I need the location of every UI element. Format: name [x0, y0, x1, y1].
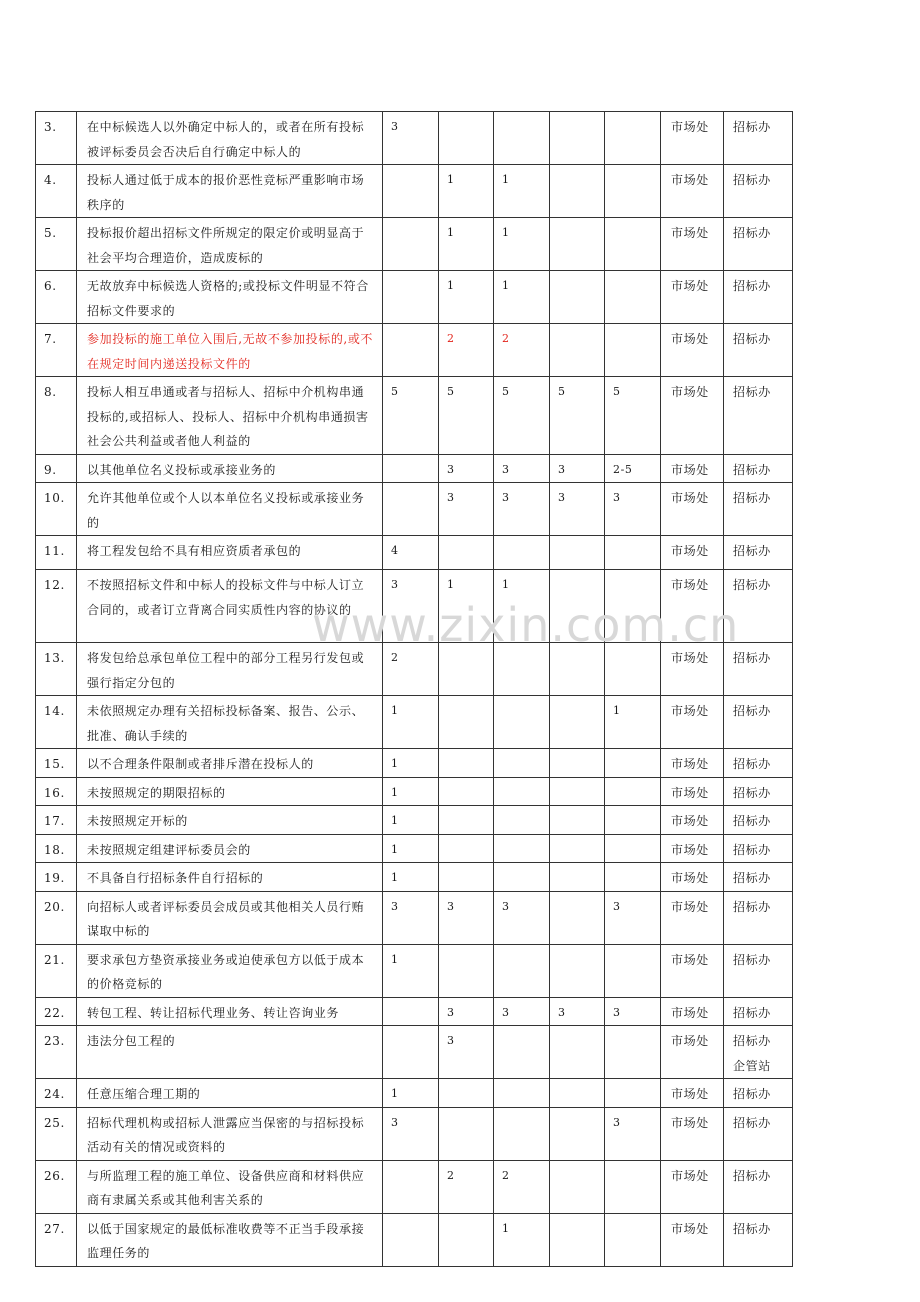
table-row [36, 483, 793, 536]
score-cell-4 [550, 777, 605, 806]
score-cell-3: 3 [494, 891, 550, 944]
violation-description: 任意压缩合理工期的 [77, 1079, 383, 1108]
score-cell-1: 3 [383, 112, 439, 165]
violation-description: 未按照规定的期限招标的 [77, 777, 383, 806]
department-secondary: 招标办 [724, 377, 793, 455]
score-cell-1 [383, 1026, 439, 1079]
row-number: 25. [36, 1107, 77, 1160]
department-secondary [724, 1026, 793, 1079]
violation-description: 以不合理条件限制或者排斥潜在投标人的 [77, 749, 383, 778]
score-cell-4 [550, 218, 605, 271]
score-cell-2: 3 [439, 997, 494, 1026]
department-primary: 市场处 [661, 483, 724, 536]
violation-description: 要求承包方垫资承接业务或迫使承包方以低于成本的价格竞标的 [77, 944, 383, 997]
row-number: 27. [36, 1213, 77, 1266]
score-cell-5 [605, 863, 661, 892]
department-secondary: 招标办 [724, 696, 793, 749]
score-cell-3: 1 [494, 271, 550, 324]
department-primary: 市场处 [661, 377, 724, 455]
score-cell-1 [383, 483, 439, 536]
score-cell-1 [383, 997, 439, 1026]
department-secondary-line-1: 招标办 [733, 1034, 771, 1048]
score-cell-3 [494, 1079, 550, 1108]
row-number: 11. [36, 536, 77, 570]
table-row [36, 834, 793, 863]
row-number: 7. [36, 324, 77, 377]
score-cell-3: 2 [494, 1160, 550, 1213]
row-number: 9. [36, 454, 77, 483]
table-row [36, 806, 793, 835]
department-primary: 市场处 [661, 863, 724, 892]
score-cell-2: 2 [439, 1160, 494, 1213]
department-secondary: 招标办 [724, 749, 793, 778]
row-number: 23. [36, 1026, 77, 1079]
score-cell-3 [494, 834, 550, 863]
table-row [36, 454, 793, 483]
score-cell-3: 1 [494, 218, 550, 271]
score-cell-2 [439, 1079, 494, 1108]
score-cell-2: 3 [439, 1026, 494, 1079]
violation-description: 无故放弃中标候选人资格的;或投标文件明显不符合招标文件要求的 [77, 271, 383, 324]
score-cell-2 [439, 944, 494, 997]
score-cell-2: 3 [439, 454, 494, 483]
score-cell-1: 2 [383, 643, 439, 696]
violation-description: 投标报价超出招标文件所规定的限定价或明显高于社会平均合理造价，造成废标的 [77, 218, 383, 271]
row-number: 3. [36, 112, 77, 165]
score-cell-4 [550, 944, 605, 997]
score-cell-2: 1 [439, 271, 494, 324]
row-number: 24. [36, 1079, 77, 1108]
score-cell-4 [550, 643, 605, 696]
score-cell-2: 3 [439, 891, 494, 944]
score-cell-1: 3 [383, 1107, 439, 1160]
table-row [36, 112, 793, 165]
score-cell-2 [439, 777, 494, 806]
score-cell-3 [494, 749, 550, 778]
department-primary: 市场处 [661, 536, 724, 570]
department-primary: 市场处 [661, 806, 724, 835]
department-secondary: 招标办 [724, 944, 793, 997]
score-cell-4 [550, 570, 605, 643]
table-row [36, 997, 793, 1026]
table-row [36, 696, 793, 749]
department-secondary: 招标办 [724, 324, 793, 377]
violation-description: 投标人通过低于成本的报价恶性竞标严重影响市场秩序的 [77, 165, 383, 218]
department-secondary: 招标办 [724, 863, 793, 892]
row-number: 22. [36, 997, 77, 1026]
score-cell-1: 1 [383, 1079, 439, 1108]
score-cell-5: 3 [605, 891, 661, 944]
table-row [36, 570, 793, 643]
violation-description: 在中标候选人以外确定中标人的，或者在所有投标被评标委员会否决后自行确定中标人的 [77, 112, 383, 165]
score-cell-1: 1 [383, 806, 439, 835]
row-number: 18. [36, 834, 77, 863]
violation-description: 参加投标的施工单位入围后,无故不参加投标的,或不在规定时间内递送投标文件的 [77, 324, 383, 377]
row-number: 10. [36, 483, 77, 536]
score-cell-5 [605, 324, 661, 377]
score-cell-5 [605, 536, 661, 570]
score-cell-5: 2-5 [605, 454, 661, 483]
violation-description: 将工程发包给不具有相应资质者承包的 [77, 536, 383, 570]
department-primary: 市场处 [661, 1160, 724, 1213]
table-row [36, 377, 793, 455]
score-cell-4 [550, 806, 605, 835]
score-cell-5 [605, 271, 661, 324]
score-cell-4 [550, 324, 605, 377]
department-secondary: 招标办 [724, 643, 793, 696]
department-primary: 市场处 [661, 1107, 724, 1160]
table-row [36, 324, 793, 377]
violation-description: 违法分包工程的 [77, 1026, 383, 1079]
department-secondary: 招标办 [724, 806, 793, 835]
score-cell-4 [550, 271, 605, 324]
score-cell-4 [550, 536, 605, 570]
violation-description: 与所监理工程的施工单位、设备供应商和材料供应商有隶属关系或其他利害关系的 [77, 1160, 383, 1213]
score-cell-1 [383, 1160, 439, 1213]
score-cell-2 [439, 112, 494, 165]
row-number: 19. [36, 863, 77, 892]
department-secondary: 招标办 [724, 454, 793, 483]
violation-description: 向招标人或者评标委员会成员或其他相关人员行贿谋取中标的 [77, 891, 383, 944]
department-primary: 市场处 [661, 997, 724, 1026]
score-cell-3: 5 [494, 377, 550, 455]
score-cell-5: 5 [605, 377, 661, 455]
department-secondary: 招标办 [724, 570, 793, 643]
department-secondary: 招标办 [724, 1079, 793, 1108]
score-cell-3 [494, 643, 550, 696]
score-cell-1: 1 [383, 834, 439, 863]
score-cell-2 [439, 696, 494, 749]
department-primary: 市场处 [661, 777, 724, 806]
violation-description: 不具备自行招标条件自行招标的 [77, 863, 383, 892]
violation-description: 未按照规定开标的 [77, 806, 383, 835]
table-row [36, 1107, 793, 1160]
department-primary: 市场处 [661, 696, 724, 749]
score-cell-5 [605, 112, 661, 165]
row-number: 6. [36, 271, 77, 324]
score-cell-1 [383, 271, 439, 324]
score-cell-1: 5 [383, 377, 439, 455]
department-primary: 市场处 [661, 165, 724, 218]
violation-description: 转包工程、转让招标代理业务、转让咨询业务 [77, 997, 383, 1026]
score-cell-3 [494, 536, 550, 570]
department-secondary: 招标办 [724, 1213, 793, 1266]
score-cell-4: 3 [550, 997, 605, 1026]
violation-description: 以其他单位名义投标或承接业务的 [77, 454, 383, 483]
score-cell-3 [494, 944, 550, 997]
score-cell-2 [439, 1213, 494, 1266]
row-number: 15. [36, 749, 77, 778]
score-cell-2 [439, 643, 494, 696]
table-row [36, 1213, 793, 1266]
table-row [36, 165, 793, 218]
table-row [36, 1026, 793, 1079]
score-cell-5 [605, 643, 661, 696]
table-row [36, 271, 793, 324]
score-cell-1: 3 [383, 891, 439, 944]
score-cell-4 [550, 1026, 605, 1079]
violation-description: 未按照规定组建评标委员会的 [77, 834, 383, 863]
score-cell-2: 1 [439, 165, 494, 218]
score-cell-2: 5 [439, 377, 494, 455]
department-primary: 市场处 [661, 570, 724, 643]
score-cell-4 [550, 1213, 605, 1266]
row-number: 17. [36, 806, 77, 835]
score-cell-4 [550, 696, 605, 749]
score-cell-3: 3 [494, 454, 550, 483]
score-cell-5 [605, 165, 661, 218]
department-secondary: 招标办 [724, 483, 793, 536]
score-cell-3 [494, 806, 550, 835]
department-primary: 市场处 [661, 1213, 724, 1266]
score-cell-5 [605, 1079, 661, 1108]
department-primary: 市场处 [661, 643, 724, 696]
department-primary: 市场处 [661, 891, 724, 944]
department-secondary: 招标办 [724, 834, 793, 863]
score-cell-3: 1 [494, 1213, 550, 1266]
department-primary: 市场处 [661, 324, 724, 377]
score-cell-2 [439, 536, 494, 570]
score-cell-2 [439, 863, 494, 892]
score-cell-2 [439, 749, 494, 778]
score-cell-3 [494, 696, 550, 749]
violation-description: 将发包给总承包单位工程中的部分工程另行发包或强行指定分包的 [77, 643, 383, 696]
department-secondary: 招标办 [724, 271, 793, 324]
table-row [36, 891, 793, 944]
violation-description: 不按照招标文件和中标人的投标文件与中标人订立合同的，或者订立背离合同实质性内容的协议的 [77, 570, 383, 643]
score-cell-4 [550, 1079, 605, 1108]
score-cell-3: 1 [494, 570, 550, 643]
score-cell-5 [605, 570, 661, 643]
score-cell-5 [605, 777, 661, 806]
score-cell-2 [439, 834, 494, 863]
score-cell-1 [383, 1213, 439, 1266]
row-number: 8. [36, 377, 77, 455]
score-cell-4 [550, 165, 605, 218]
row-number: 4. [36, 165, 77, 218]
department-secondary-line-2: 企管站 [733, 1058, 771, 1073]
score-cell-1: 1 [383, 777, 439, 806]
score-cell-1: 1 [383, 944, 439, 997]
department-primary: 市场处 [661, 834, 724, 863]
score-cell-4: 3 [550, 483, 605, 536]
score-cell-3 [494, 112, 550, 165]
score-cell-3: 3 [494, 997, 550, 1026]
department-secondary: 招标办 [724, 112, 793, 165]
score-cell-2: 1 [439, 570, 494, 643]
score-cell-3 [494, 1026, 550, 1079]
score-cell-4: 5 [550, 377, 605, 455]
score-cell-2: 2 [439, 324, 494, 377]
penalty-table [35, 111, 793, 1267]
department-secondary: 招标办 [724, 891, 793, 944]
department-primary: 市场处 [661, 112, 724, 165]
score-cell-1: 1 [383, 696, 439, 749]
score-cell-5 [605, 749, 661, 778]
score-cell-3: 2 [494, 324, 550, 377]
score-cell-5: 1 [605, 696, 661, 749]
score-cell-3: 3 [494, 483, 550, 536]
score-cell-5 [605, 218, 661, 271]
row-number: 14. [36, 696, 77, 749]
score-cell-2: 3 [439, 483, 494, 536]
score-cell-1 [383, 454, 439, 483]
violation-description: 以低于国家规定的最低标准收费等不正当手段承接监理任务的 [77, 1213, 383, 1266]
table-row [36, 218, 793, 271]
table-body [36, 112, 793, 1267]
table-row [36, 536, 793, 570]
score-cell-1 [383, 218, 439, 271]
table-row [36, 1160, 793, 1213]
table-row [36, 863, 793, 892]
score-cell-1: 1 [383, 749, 439, 778]
table-row [36, 944, 793, 997]
score-cell-5: 3 [605, 997, 661, 1026]
score-cell-5 [605, 1213, 661, 1266]
score-cell-4 [550, 1107, 605, 1160]
row-number: 5. [36, 218, 77, 271]
violation-description: 招标代理机构或招标人泄露应当保密的与招标投标活动有关的情况或资料的 [77, 1107, 383, 1160]
score-cell-4 [550, 112, 605, 165]
department-primary: 市场处 [661, 1026, 724, 1079]
score-cell-3 [494, 1107, 550, 1160]
department-secondary: 招标办 [724, 165, 793, 218]
score-cell-5 [605, 1026, 661, 1079]
row-number: 21. [36, 944, 77, 997]
score-cell-2 [439, 1107, 494, 1160]
department-primary: 市场处 [661, 944, 724, 997]
score-cell-5 [605, 944, 661, 997]
violation-description: 允许其他单位或个人以本单位名义投标或承接业务的 [77, 483, 383, 536]
department-secondary: 招标办 [724, 1107, 793, 1160]
department-primary: 市场处 [661, 218, 724, 271]
department-secondary: 招标办 [724, 777, 793, 806]
score-cell-3: 1 [494, 165, 550, 218]
row-number: 12. [36, 570, 77, 643]
row-number: 20. [36, 891, 77, 944]
department-secondary: 招标办 [724, 1160, 793, 1213]
department-primary: 市场处 [661, 271, 724, 324]
score-cell-2 [439, 806, 494, 835]
department-primary: 市场处 [661, 749, 724, 778]
score-cell-1 [383, 324, 439, 377]
score-cell-3 [494, 777, 550, 806]
table-row [36, 1079, 793, 1108]
score-cell-4 [550, 749, 605, 778]
score-cell-3 [494, 863, 550, 892]
table-row [36, 749, 793, 778]
row-number: 16. [36, 777, 77, 806]
violation-description: 未依照规定办理有关招标投标备案、报告、公示、批准、确认手续的 [77, 696, 383, 749]
score-cell-1: 1 [383, 863, 439, 892]
department-primary: 市场处 [661, 454, 724, 483]
score-cell-1 [383, 165, 439, 218]
score-cell-4 [550, 1160, 605, 1213]
score-cell-1: 3 [383, 570, 439, 643]
department-secondary: 招标办 [724, 997, 793, 1026]
penalty-table-container [35, 111, 793, 1267]
score-cell-4 [550, 891, 605, 944]
score-cell-5 [605, 806, 661, 835]
table-row [36, 777, 793, 806]
score-cell-5 [605, 1160, 661, 1213]
row-number: 13. [36, 643, 77, 696]
department-secondary: 招标办 [724, 218, 793, 271]
violation-description: 投标人相互串通或者与招标人、招标中介机构串通投标的,或招标人、投标人、招标中介机构串通损害社会公共利益或者他人利益的 [77, 377, 383, 455]
department-secondary: 招标办 [724, 536, 793, 570]
score-cell-4 [550, 863, 605, 892]
score-cell-1: 4 [383, 536, 439, 570]
score-cell-5: 3 [605, 483, 661, 536]
row-number: 26. [36, 1160, 77, 1213]
table-row [36, 643, 793, 696]
score-cell-4: 3 [550, 454, 605, 483]
score-cell-5 [605, 834, 661, 863]
score-cell-4 [550, 834, 605, 863]
score-cell-5: 3 [605, 1107, 661, 1160]
department-primary: 市场处 [661, 1079, 724, 1108]
watermark: www.zixin.com.cn [312, 598, 740, 652]
score-cell-2: 1 [439, 218, 494, 271]
